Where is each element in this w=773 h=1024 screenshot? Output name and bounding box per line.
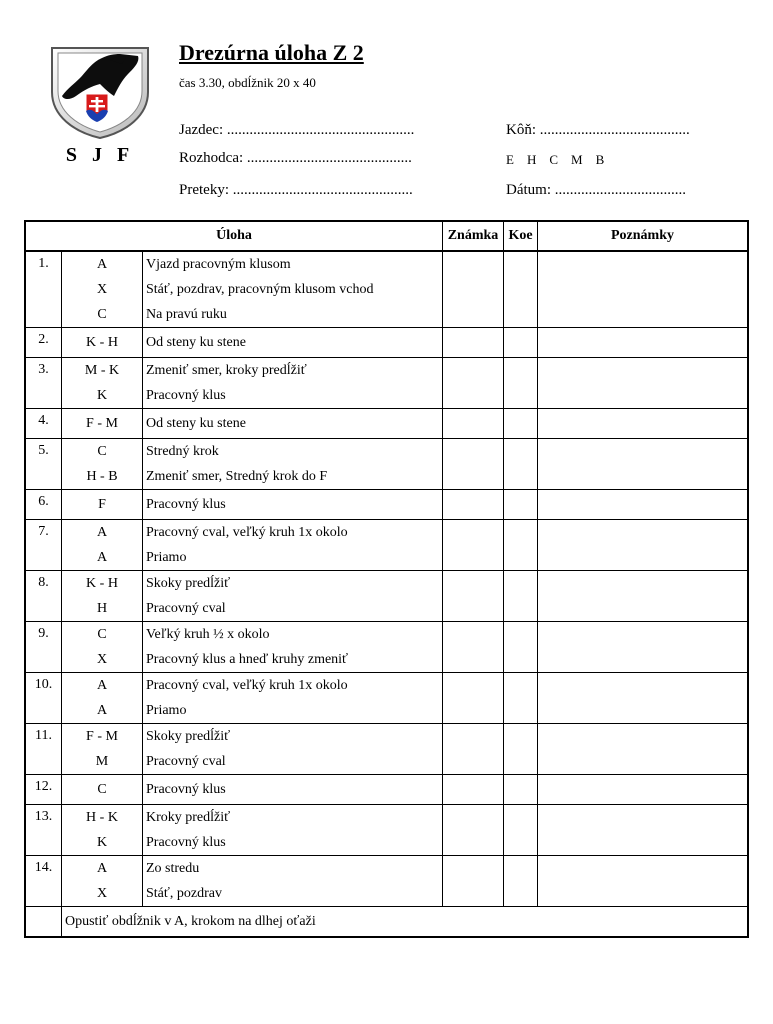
mark-cell[interactable]	[443, 805, 504, 856]
exercise-number: 2.	[25, 328, 62, 358]
arena-letter: X	[62, 277, 143, 302]
arena-letter: K - H	[62, 571, 143, 597]
movement-description: Stáť, pozdrav	[143, 881, 443, 907]
movement-description: Na pravú ruku	[143, 302, 443, 328]
exercise-number: 6.	[25, 490, 62, 520]
table-row	[25, 439, 748, 465]
exercise-number: 10.	[25, 673, 62, 724]
rider-field[interactable]: Jazdec: ..................................................	[179, 122, 415, 138]
movement-description: Priamo	[143, 698, 443, 724]
movement-description: Pracovný klus a hneď kruhy zmeniť	[143, 647, 443, 673]
exercise-number: 13.	[25, 805, 62, 856]
notes-cell[interactable]	[538, 622, 749, 673]
coefficient-cell	[504, 622, 538, 673]
movement-description: Zmeniť smer, kroky predĺžiť	[143, 358, 443, 384]
arena-letter: A	[62, 698, 143, 724]
movement-description: Veľký kruh ½ x okolo	[143, 622, 443, 648]
exercise-number: 8.	[25, 571, 62, 622]
mark-cell[interactable]	[443, 775, 504, 805]
coefficient-cell	[504, 358, 538, 409]
arena-letter: H	[62, 596, 143, 622]
coefficient-cell	[504, 673, 538, 724]
coefficient-cell	[504, 439, 538, 490]
arena-letter: X	[62, 881, 143, 907]
arena-letter: A	[62, 251, 143, 277]
movement-description: Vjazd pracovným klusom	[143, 251, 443, 277]
movement-description: Zmeniť smer, Stredný krok do F	[143, 464, 443, 490]
movement-description: Pracovný cval	[143, 749, 443, 775]
notes-cell[interactable]	[538, 520, 749, 571]
movement-description: Stredný krok	[143, 439, 443, 465]
organization-abbreviation: S J F	[65, 144, 135, 166]
table-row	[25, 805, 748, 831]
movement-description: Od steny ku stene	[143, 409, 443, 439]
coefficient-cell	[504, 409, 538, 439]
coefficient-cell	[504, 251, 538, 328]
mark-cell[interactable]	[443, 439, 504, 490]
judge-field[interactable]: Rozhodca: ............................................	[179, 150, 412, 166]
arena-letter: C	[62, 775, 143, 805]
notes-cell[interactable]	[538, 490, 749, 520]
mark-cell[interactable]	[443, 571, 504, 622]
movement-description: Pracovný cval, veľký kruh 1x okolo	[143, 520, 443, 546]
header-coef: Koe	[504, 221, 538, 251]
coefficient-cell	[504, 328, 538, 358]
arena-letter: C	[62, 302, 143, 328]
table-row	[25, 490, 748, 520]
horse-field[interactable]: Kôň: ........................................	[506, 122, 690, 138]
mark-cell[interactable]	[443, 409, 504, 439]
exercise-number: 9.	[25, 622, 62, 673]
arena-letter: F - M	[62, 409, 143, 439]
arena-letter: A	[62, 673, 143, 699]
judge-position: B	[595, 152, 605, 167]
arena-letter: F	[62, 490, 143, 520]
notes-cell[interactable]	[538, 805, 749, 856]
exercise-number: 4.	[25, 409, 62, 439]
mark-cell[interactable]	[443, 490, 504, 520]
arena-letter: A	[62, 520, 143, 546]
table-row	[25, 251, 748, 277]
judge-positions	[506, 152, 617, 168]
exercise-number: 11.	[25, 724, 62, 775]
movement-description: Pracovný klus	[143, 490, 443, 520]
table-row	[25, 358, 748, 384]
notes-cell[interactable]	[538, 724, 749, 775]
movement-description: Stáť, pozdrav, pracovným klusom vchod	[143, 277, 443, 302]
table-row-final	[25, 907, 748, 938]
mark-cell[interactable]	[443, 673, 504, 724]
arena-letter: H - B	[62, 464, 143, 490]
exercise-number: 1.	[25, 251, 62, 328]
arena-letter: M	[62, 749, 143, 775]
header-notes: Poznámky	[538, 221, 749, 251]
date-field[interactable]: Dátum: ...................................	[506, 182, 686, 198]
notes-cell[interactable]	[538, 673, 749, 724]
mark-cell[interactable]	[443, 724, 504, 775]
movement-description: Pracovný klus	[143, 830, 443, 856]
mark-cell[interactable]	[443, 358, 504, 409]
table-row	[25, 328, 748, 358]
exercise-number	[25, 907, 62, 938]
table-row	[25, 724, 748, 750]
arena-letter: K	[62, 830, 143, 856]
arena-letter: C	[62, 622, 143, 648]
header-mark: Známka	[443, 221, 504, 251]
movement-description: Skoky predĺžiť	[143, 724, 443, 750]
table-row	[25, 571, 748, 597]
arena-letter: H - K	[62, 805, 143, 831]
arena-letter: C	[62, 439, 143, 465]
table-header-row	[25, 221, 748, 251]
competition-field[interactable]: Preteky: ................................................	[179, 182, 413, 198]
arena-letter: A	[62, 856, 143, 882]
judge-position: C	[549, 152, 559, 167]
mark-cell[interactable]	[443, 622, 504, 673]
notes-cell[interactable]	[538, 358, 749, 409]
mark-cell[interactable]	[443, 328, 504, 358]
table-row	[25, 622, 748, 648]
final-instruction: Opustiť obdĺžnik v A, krokom na dlhej oťaži	[62, 907, 749, 938]
notes-cell[interactable]	[538, 251, 749, 328]
table-row	[25, 673, 748, 699]
mark-cell[interactable]	[443, 520, 504, 571]
header-task: Úloha	[25, 221, 443, 251]
notes-cell[interactable]	[538, 856, 749, 907]
judge-position: M	[571, 152, 583, 167]
movement-description: Priamo	[143, 545, 443, 571]
mark-cell[interactable]	[443, 856, 504, 907]
table-body	[25, 251, 748, 937]
table-row	[25, 409, 748, 439]
movement-description: Pracovný cval	[143, 596, 443, 622]
exercise-number: 14.	[25, 856, 62, 907]
table-row	[25, 775, 748, 805]
notes-cell[interactable]	[538, 439, 749, 490]
mark-cell[interactable]	[443, 251, 504, 328]
document-title: Drezúrna úloha Z 2	[179, 40, 364, 65]
coefficient-cell	[504, 805, 538, 856]
document-subtitle: čas 3.30, obdĺžnik 20 x 40	[179, 75, 316, 90]
notes-cell[interactable]	[538, 571, 749, 622]
exercise-number: 7.	[25, 520, 62, 571]
exercise-number: 12.	[25, 775, 62, 805]
judge-position: E	[506, 152, 514, 167]
movement-description: Zo stredu	[143, 856, 443, 882]
movement-description: Pracovný klus	[143, 775, 443, 805]
movement-description: Pracovný klus	[143, 383, 443, 409]
coefficient-cell	[504, 520, 538, 571]
arena-letter: K - H	[62, 328, 143, 358]
judge-position: H	[526, 152, 537, 167]
arena-letter: F - M	[62, 724, 143, 750]
arena-letter: X	[62, 647, 143, 673]
coefficient-cell	[504, 724, 538, 775]
coefficient-cell	[504, 571, 538, 622]
exercise-number: 5.	[25, 439, 62, 490]
movement-description: Od steny ku stene	[143, 328, 443, 358]
notes-cell[interactable]	[538, 409, 749, 439]
table-row	[25, 856, 748, 882]
movement-description: Kroky predĺžiť	[143, 805, 443, 831]
movement-description: Skoky predĺžiť	[143, 571, 443, 597]
movement-description: Pracovný cval, veľký kruh 1x okolo	[143, 673, 443, 699]
arena-letter: A	[62, 545, 143, 571]
notes-cell[interactable]	[538, 328, 749, 358]
table-row	[25, 520, 748, 546]
notes-cell[interactable]	[538, 775, 749, 805]
coefficient-cell	[504, 775, 538, 805]
coefficient-cell	[504, 856, 538, 907]
arena-letter: K	[62, 383, 143, 409]
exercise-number: 3.	[25, 358, 62, 409]
dressage-test-table	[24, 220, 749, 938]
coefficient-cell	[504, 490, 538, 520]
arena-letter: M - K	[62, 358, 143, 384]
sjf-logo	[48, 44, 152, 140]
